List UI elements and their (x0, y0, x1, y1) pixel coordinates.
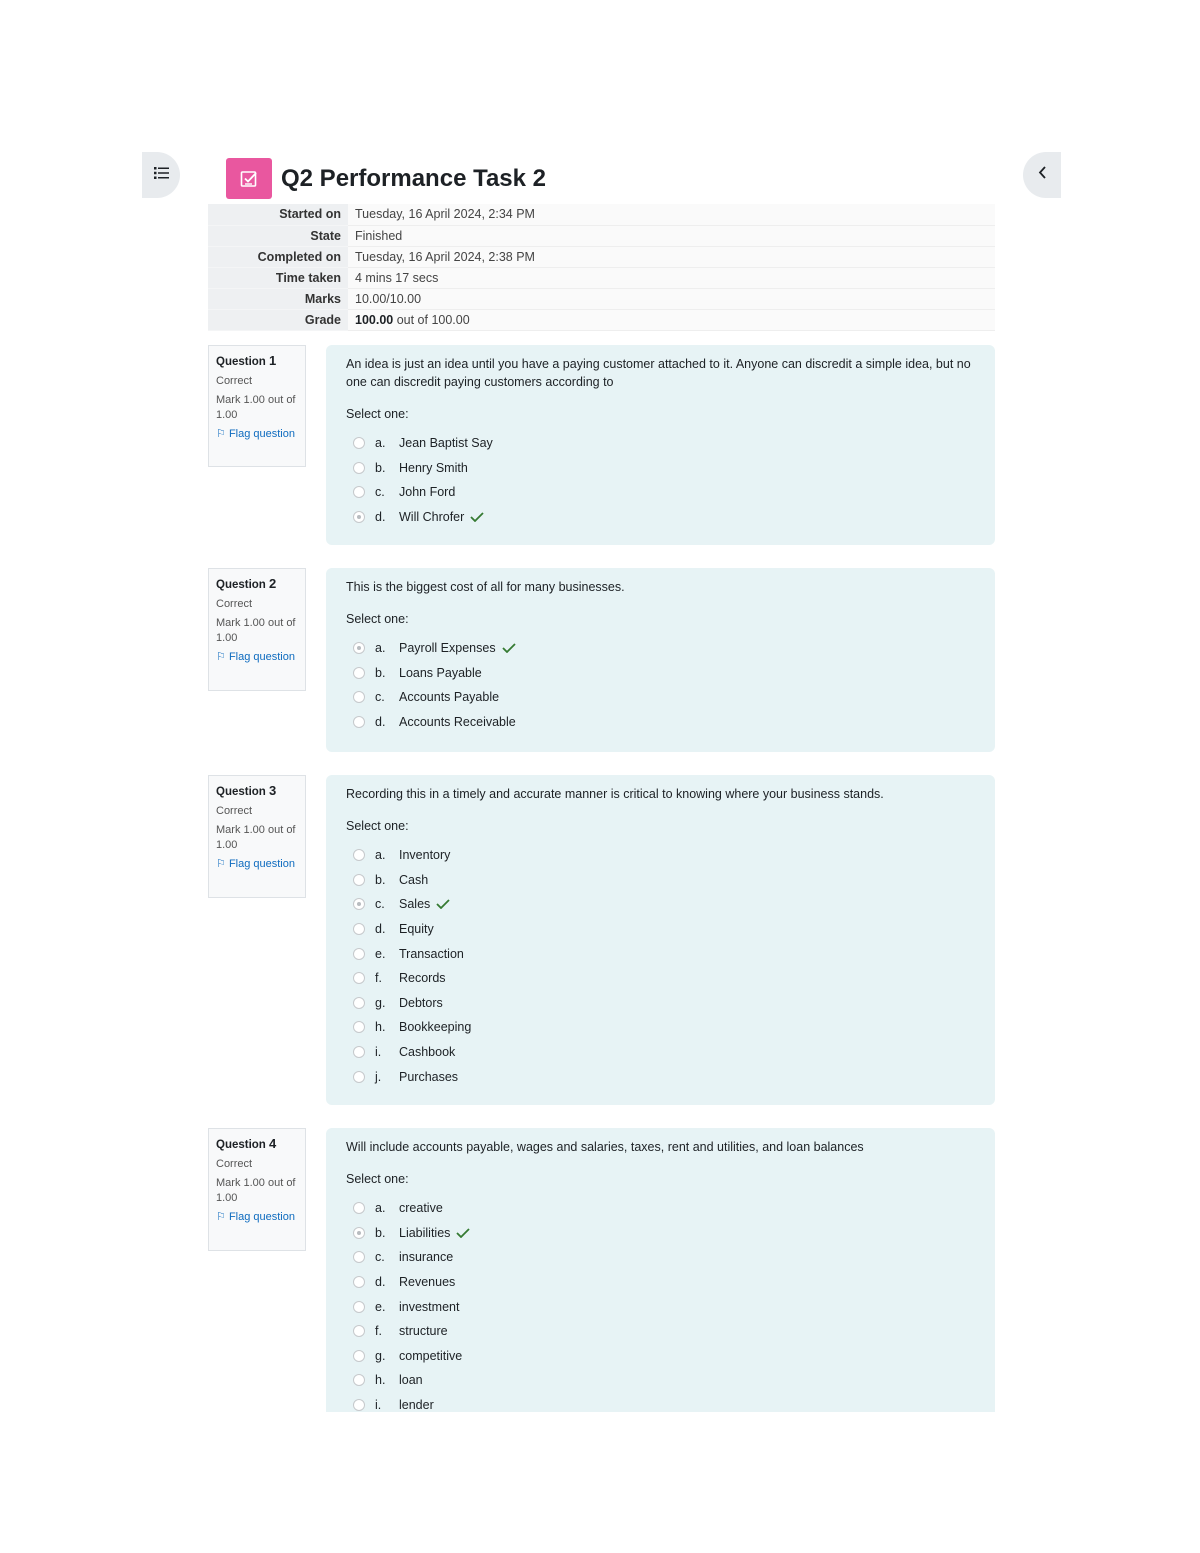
question-info (208, 345, 306, 467)
option-text: Inventory (399, 848, 451, 863)
answer-option[interactable] (346, 1064, 975, 1089)
answer-option[interactable] (346, 1294, 975, 1319)
option-letter: c. (375, 485, 385, 500)
option-letter: i. (375, 1045, 382, 1060)
option-letter: c. (375, 690, 385, 705)
radio-button-selected[interactable] (353, 1227, 365, 1239)
answer-option[interactable] (346, 1319, 975, 1344)
summary-label: Marks (208, 288, 348, 309)
summary-row-grade (208, 309, 995, 330)
select-prompt: Select one: (346, 1172, 409, 1186)
select-prompt: Select one: (346, 612, 409, 626)
answer-option[interactable] (346, 1196, 975, 1221)
correct-check-icon (456, 1228, 470, 1238)
select-prompt: Select one: (346, 407, 409, 421)
correct-check-icon (502, 643, 516, 653)
question-content (326, 1128, 995, 1428)
grade-out-of: out of 100.00 (393, 312, 470, 327)
answer-option[interactable] (346, 456, 975, 481)
flag-icon: ⚐ (216, 858, 226, 870)
flag-label: Flag question (228, 1211, 295, 1223)
radio-button[interactable] (353, 486, 365, 498)
option-letter: e. (375, 946, 386, 961)
answer-list (346, 636, 975, 734)
quiz-icon (226, 158, 272, 199)
option-text: Payroll Expenses (399, 641, 496, 656)
option-letter: h. (375, 1020, 386, 1035)
question-label: Question (216, 786, 266, 798)
question-text: An idea is just an idea until you have a paying customer attached to it. Anyone can discredit a simple idea, but no one can discredit paying customers according to (346, 357, 971, 389)
radio-button[interactable] (353, 948, 365, 960)
option-letter: c. (375, 897, 385, 912)
answer-option[interactable] (346, 1015, 975, 1040)
list-icon (154, 166, 169, 184)
radio-button[interactable] (353, 1276, 365, 1288)
radio-button[interactable] (353, 462, 365, 474)
question-num: 2 (269, 576, 277, 591)
question-number (216, 576, 299, 593)
question-state: Correct (216, 375, 253, 387)
correct-check-icon (470, 512, 484, 522)
option-text: structure (399, 1324, 448, 1339)
option-letter: f. (375, 971, 382, 986)
flag-label: Flag question (228, 651, 295, 663)
radio-button[interactable] (353, 437, 365, 449)
option-letter: b. (375, 460, 386, 475)
option-text: Purchases (399, 1069, 459, 1084)
question-grade: Mark 1.00 out of 1.00 (216, 617, 296, 644)
option-letter: a. (375, 848, 386, 863)
summary-label: State (208, 225, 348, 246)
question-state: Correct (216, 598, 253, 610)
answer-option[interactable] (346, 431, 975, 456)
question-num: 3 (269, 783, 277, 798)
summary-row-started (208, 204, 995, 225)
answer-list (346, 431, 975, 529)
option-text: Cash (399, 872, 429, 887)
option-letter: c. (375, 1250, 385, 1265)
answer-list (346, 1196, 975, 1417)
answer-option[interactable] (346, 685, 975, 710)
option-letter: a. (375, 436, 386, 451)
radio-button-selected[interactable] (353, 511, 365, 523)
radio-button[interactable] (353, 1251, 365, 1263)
summary-row-state (208, 225, 995, 246)
option-text: Bookkeeping (399, 1020, 472, 1035)
attempt-summary-table (208, 204, 995, 331)
summary-value: 4 mins 17 secs (348, 267, 995, 288)
summary-row-marks (208, 288, 995, 309)
question-text: Recording this in a timely and accurate manner is critical to knowing where your business stands. (346, 787, 884, 801)
option-letter: d. (375, 1275, 386, 1290)
question-number (216, 353, 299, 370)
option-letter: a. (375, 641, 386, 656)
option-letter: b. (375, 665, 386, 680)
answer-option[interactable] (346, 917, 975, 942)
question-content (326, 568, 995, 752)
flag-question-link[interactable] (216, 650, 299, 664)
radio-button[interactable] (353, 1350, 365, 1362)
option-text: investment (399, 1299, 460, 1314)
summary-row-completed (208, 246, 995, 267)
answer-option[interactable] (346, 941, 975, 966)
correct-check-icon (436, 899, 450, 909)
option-text: insurance (399, 1250, 454, 1265)
radio-button-selected[interactable] (353, 898, 365, 910)
radio-button[interactable] (353, 691, 365, 703)
question-state: Correct (216, 805, 253, 817)
option-text: Jean Baptist Say (399, 436, 493, 451)
option-text: Records (399, 971, 446, 986)
option-text: lender (399, 1398, 434, 1413)
option-text: Will Chrofer (399, 510, 465, 525)
question-info (208, 775, 306, 898)
option-letter: g. (375, 995, 386, 1010)
option-text: Sales (399, 897, 431, 912)
option-letter: i. (375, 1398, 382, 1413)
flag-question-link[interactable] (216, 1210, 299, 1224)
summary-row-time-taken (208, 267, 995, 288)
answer-option[interactable] (346, 991, 975, 1016)
radio-button[interactable] (353, 972, 365, 984)
flag-question-link[interactable] (216, 427, 299, 441)
page-title: Q2 Performance Task 2 (281, 164, 547, 192)
page-bottom-margin (0, 1412, 1200, 1553)
option-text: creative (399, 1201, 443, 1216)
question-number (216, 1136, 299, 1153)
flag-question-link[interactable] (216, 857, 299, 871)
question-grade: Mark 1.00 out of 1.00 (216, 824, 296, 851)
option-text: Transaction (399, 946, 464, 961)
option-letter: e. (375, 1299, 386, 1314)
answer-option[interactable] (346, 480, 975, 505)
flag-icon: ⚐ (216, 428, 226, 440)
answer-option[interactable] (346, 868, 975, 893)
answer-option[interactable] (346, 710, 975, 735)
question-info (208, 1128, 306, 1251)
radio-button[interactable] (353, 1399, 365, 1411)
answer-option[interactable] (346, 966, 975, 991)
answer-option[interactable] (346, 1368, 975, 1393)
question-info (208, 568, 306, 691)
summary-value: Tuesday, 16 April 2024, 2:38 PM (348, 246, 995, 267)
question-label: Question (216, 356, 266, 368)
question-label: Question (216, 1139, 266, 1151)
answer-option[interactable] (346, 661, 975, 686)
radio-button[interactable] (353, 716, 365, 728)
chevron-left-icon (1038, 166, 1047, 184)
option-letter: g. (375, 1348, 386, 1363)
question-number (216, 783, 299, 800)
answer-option[interactable] (346, 1040, 975, 1065)
answer-option[interactable] (346, 1221, 975, 1246)
radio-button[interactable] (353, 1325, 365, 1337)
answer-option[interactable] (346, 892, 975, 917)
flag-label: Flag question (228, 428, 295, 440)
question-num: 4 (269, 1136, 277, 1151)
option-text: Henry Smith (399, 460, 468, 475)
question-grade: Mark 1.00 out of 1.00 (216, 394, 296, 421)
option-text: Cashbook (399, 1045, 456, 1060)
summary-label: Completed on (208, 246, 348, 267)
option-letter: b. (375, 872, 386, 887)
answer-list (346, 843, 975, 1089)
summary-value: Finished (348, 225, 995, 246)
answer-option[interactable] (346, 843, 975, 868)
course-index-toggle[interactable] (142, 152, 180, 198)
summary-label: Grade (208, 309, 348, 330)
option-text: Loans Payable (399, 665, 482, 680)
radio-button[interactable] (353, 1301, 365, 1313)
question-text: Will include accounts payable, wages and salaries, taxes, rent and utilities, and loan balances (346, 1140, 864, 1154)
radio-button[interactable] (353, 667, 365, 679)
question-state: Correct (216, 1158, 253, 1170)
option-letter: a. (375, 1201, 386, 1216)
question-label: Question (216, 579, 266, 591)
answer-option[interactable] (346, 1344, 975, 1369)
radio-button[interactable] (353, 1202, 365, 1214)
flag-label: Flag question (228, 858, 295, 870)
answer-option[interactable] (346, 1245, 975, 1270)
summary-label: Started on (208, 204, 348, 225)
flag-icon: ⚐ (216, 1211, 226, 1223)
question-num: 1 (269, 353, 277, 368)
answer-option[interactable] (346, 505, 975, 530)
option-text: Revenues (399, 1275, 456, 1290)
question-text: This is the biggest cost of all for many businesses. (346, 580, 625, 594)
option-text: loan (399, 1373, 423, 1388)
flag-icon: ⚐ (216, 651, 226, 663)
radio-button[interactable] (353, 1374, 365, 1386)
radio-button[interactable] (353, 923, 365, 935)
option-text: John Ford (399, 485, 456, 500)
option-text: Liabilities (399, 1225, 451, 1240)
option-text: Equity (399, 922, 434, 937)
select-prompt: Select one: (346, 819, 409, 833)
block-drawer-toggle[interactable] (1023, 152, 1061, 198)
grade-value: 100.00 (355, 312, 394, 327)
option-letter: d. (375, 715, 386, 730)
radio-button[interactable] (353, 1071, 365, 1083)
option-text: competitive (399, 1348, 463, 1363)
radio-button[interactable] (353, 997, 365, 1009)
radio-button[interactable] (353, 849, 365, 861)
radio-button[interactable] (353, 1021, 365, 1033)
radio-button[interactable] (353, 1046, 365, 1058)
question-content (326, 775, 995, 1105)
option-letter: f. (375, 1324, 382, 1339)
question-grade: Mark 1.00 out of 1.00 (216, 1177, 296, 1204)
option-letter: d. (375, 922, 386, 937)
summary-value: Tuesday, 16 April 2024, 2:34 PM (348, 204, 995, 225)
radio-button[interactable] (353, 874, 365, 886)
option-letter: h. (375, 1373, 386, 1388)
option-text: Accounts Payable (399, 690, 500, 705)
summary-label: Time taken (208, 267, 348, 288)
page-header (226, 158, 546, 199)
option-text: Accounts Receivable (399, 715, 516, 730)
question-content (326, 345, 995, 545)
option-text: Debtors (399, 995, 443, 1010)
answer-option[interactable] (346, 1270, 975, 1295)
option-letter: b. (375, 1225, 386, 1240)
summary-value (348, 309, 995, 330)
option-letter: j. (375, 1069, 382, 1084)
answer-option[interactable] (346, 636, 975, 661)
summary-value: 10.00/10.00 (348, 288, 995, 309)
option-letter: d. (375, 510, 386, 525)
radio-button-selected[interactable] (353, 642, 365, 654)
